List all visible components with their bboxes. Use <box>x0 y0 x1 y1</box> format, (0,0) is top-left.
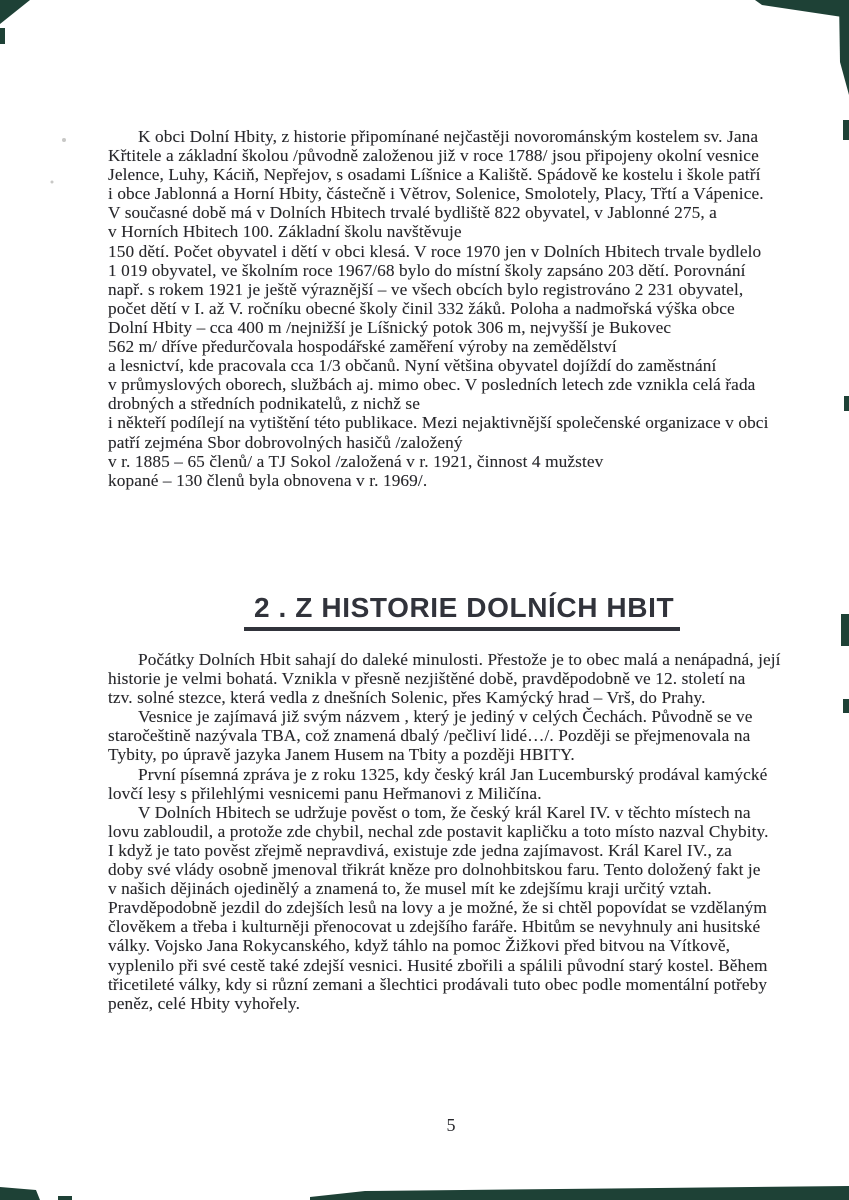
text-line: Jelence, Luhy, Káciň, Nepřejov, s osadami Líšnice a Kaliště. Spádově ke kostelu i škole patří <box>108 165 761 185</box>
scan-speck <box>51 181 54 184</box>
scan-speck <box>62 138 66 142</box>
text-line: i obce Jablonná a Horní Hbity, částečně i Větrov, Solenice, Smolotely, Placy, Třtí a Vápenice. <box>108 184 764 204</box>
scan-artifact-right-top <box>839 0 849 95</box>
text-line: války. Vojsko Jana Rokycanského, když táhlo na pomoc Žižkovi před bitvou na Vítkově, <box>108 936 731 956</box>
scan-artifact-left-dash <box>0 28 5 44</box>
text-line: peněz, celé Hbity vyhořely. <box>108 993 301 1013</box>
history-paragraphs <box>108 650 784 1013</box>
text-line: v Horních Hbitech 100. Základní školu navštěvuje <box>108 222 462 242</box>
chapter-heading: 2 . Z HISTORIE DOLNÍCH HBIT <box>244 592 680 631</box>
text-line: drobných a středních podnikatelů, z nichž se <box>108 394 421 414</box>
scan-artifact-right-dash <box>843 699 849 713</box>
text-line: První písemná zpráva je z roku 1325, kdy český král Jan Lucemburský prodával kamýcké <box>138 764 768 784</box>
text-line: patří zejména Sbor dobrovolných hasičů /založený <box>108 432 463 452</box>
scan-artifact-right-dash <box>844 396 849 411</box>
text-line: Křtitele a základní školou /původně založenou již v roce 1788/ jsou připojeny okolní vesnice <box>108 146 759 166</box>
scan-artifact-right-dash <box>841 614 849 646</box>
text-line: kopané – 130 členů byla obnovena v r. 1969/. <box>108 470 428 490</box>
text-line: a lesnictví, kde pracovala cca 1/3 občanů. Nyní většina obyvatel dojíždí do zaměstnání <box>108 356 717 376</box>
scan-artifact-top-right <box>755 0 849 18</box>
text-line: doby své vlády osobně jmenoval třikrát kněze pro dolnohbitskou faru. Tento doložený fakt je <box>108 860 761 880</box>
text-line: Pravděpodobně jezdil do zdejších lesů na lovy a je možné, že si chtěl popovídat se vzdělaným <box>108 898 767 918</box>
text-line: K obci Dolní Hbity, z historie připomínané nejčastěji novorománským kostelem sv. Jana <box>138 127 759 146</box>
scan-artifact-right-dash <box>843 120 849 140</box>
page-number: 5 <box>446 1115 456 1135</box>
intro-paragraph <box>108 127 784 490</box>
text-line: člověkem a třeba i kulturněji přenocovat u zdejšího faráře. Hbitům se nevyhnuly ani husitské <box>108 917 761 937</box>
text-line: Dolní Hbity – cca 400 m /nejnižší je Líšnický potok 306 m, nejvyšší je Bukovec <box>108 317 672 337</box>
text-line: Tybity, po úpravě jazyka Janem Husem na Tbity a později HBITY. <box>108 745 575 765</box>
text-line: lovčí lesy s přilehlými vesnicemi panu Heřmanovi z Miličína. <box>108 783 542 803</box>
text-line: v průmyslových oborech, službách aj. mimo obec. V posledních letech zde vznikla celá řada <box>108 375 756 395</box>
text-line: Vesnice je zajímavá již svým názvem , který je jediný v celých Čechách. Původně se ve <box>138 707 753 727</box>
text-line: i někteří podílejí na vytištění této publikace. Mezi nejaktivnější společenské organizace v obci <box>108 413 769 433</box>
text-line: V Dolních Hbitech se udržuje pověst o tom, že český král Karel IV. v těchto místech na <box>138 802 751 822</box>
scan-artifact-bottom-left <box>0 1187 40 1200</box>
text-line: Počátky Dolních Hbit sahají do daleké minulosti. Přestože je to obec malá a nenápadná, její <box>138 650 781 669</box>
text-line: počet dětí v I. až V. ročníku obecné školy činil 332 žáků. Poloha a nadmořská výška obce <box>108 298 735 318</box>
text-line: tzv. solné stezce, která vedla z dnešních Solenic, přes Kamýcký hrad – Vrš, do Prahy. <box>108 688 706 708</box>
text-line: vyplenilo při své cestě také zdejší vesnici. Husité zbořili a spálili původní starý kostel. Během <box>108 955 768 975</box>
text-line: V současné době má v Dolních Hbitech trvalé bydliště 822 obyvatel, v Jablonné 275, a <box>108 203 717 223</box>
text-line: v našich dějinách ojedinělý a znamená to, že musel mít ke zdejšímu kraji určitý vztah. <box>108 879 712 899</box>
text-line: 150 dětí. Počet obyvatel i dětí v obci klesá. V roce 1970 jen v Dolních Hbitech trvale bydlelo <box>108 241 762 261</box>
scan-artifact-top-left <box>0 0 30 24</box>
scan-artifact-bottom-band <box>310 1186 849 1200</box>
text-line: staročeštině nazývala TBA, což znamená dbalý /pečliví lidé…/. Později se přejmenovala na <box>108 726 751 746</box>
text-line: 562 m/ dříve předurčovala hospodářské zaměření výroby na zemědělství <box>108 337 617 357</box>
text-line: 1 019 obyvatel, ve školním roce 1967/68 bylo do místní školy zapsáno 203 dětí. Porovnání <box>108 260 746 280</box>
text-line: lovu zabloudil, a protože zde chybil, nechal zde postavit kapličku a toto místo nazval Chybity. <box>108 821 769 841</box>
text-line: v r. 1885 – 65 členů/ a TJ Sokol /založená v r. 1921, činnost 4 mužstev <box>108 451 604 471</box>
text-line: historie je velmi bohatá. Vznikla v přesně nezjištěné době, pravděpodobně ve 12. století na <box>108 669 746 689</box>
text-line: např. s rokem 1921 je ještě výraznější – ve všech obcích bylo registrováno 2 231 obyvatel, <box>108 279 744 299</box>
text-line: třicetileté války, kdy si různí zemani a šlechtici prodávali tuto obec podle momentální potřeby <box>108 974 768 994</box>
text-line: I když je tato pověst zřejmě nepravdivá, existuje zde jedna zajímavost. Král Karel IV., za <box>108 840 732 860</box>
scan-artifact-bottom-dash <box>58 1196 72 1200</box>
